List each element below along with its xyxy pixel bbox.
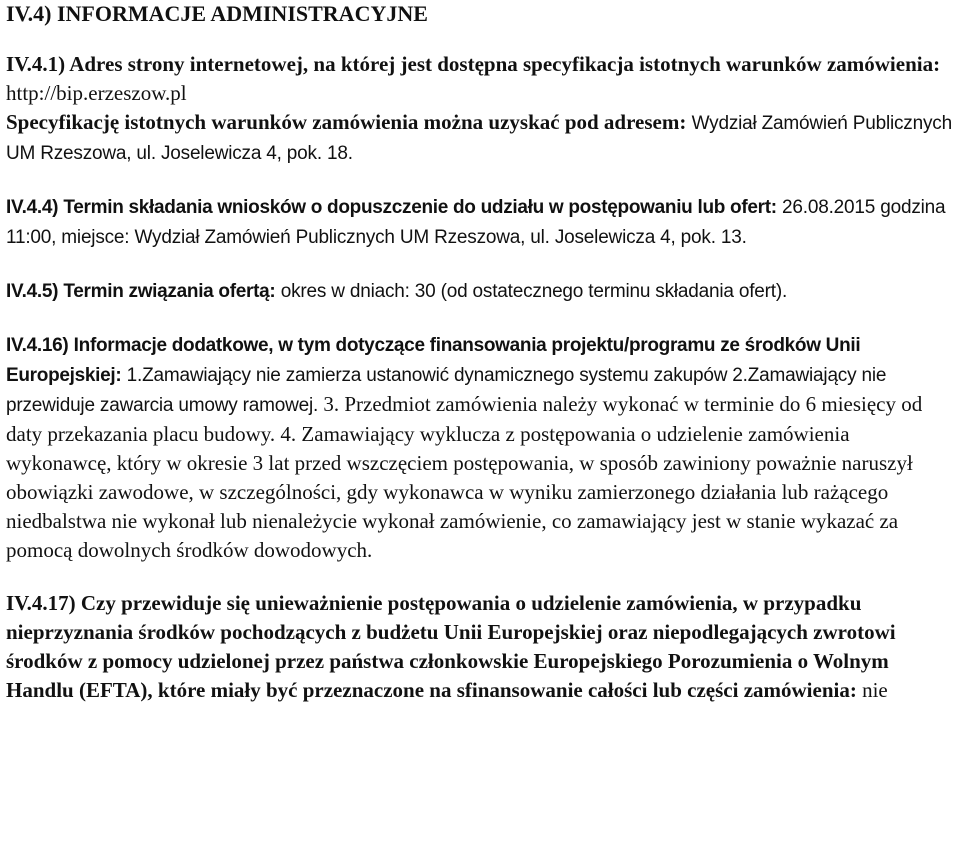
block-iv-4-16-title: Informacje dodatkowe, w tym dotyczące finansowania projektu/programu ze środków Unii Europejskiej: xyxy=(6,335,861,386)
spec-address-label: Specyfikację istotnych warunków zamówienia można uzyskać pod adresem: xyxy=(6,110,687,134)
binding-period: okres w dniach: 30 (od ostatecznego terminu składania ofert). xyxy=(280,281,788,302)
block-iv-4-5-number: IV.4.5) xyxy=(6,281,59,302)
block-iv-4-17 xyxy=(6,589,956,705)
block-iv-4-4-number: IV.4.4) xyxy=(6,197,59,218)
cancellation-answer: nie xyxy=(862,678,888,702)
block-iv-4-4 xyxy=(6,192,956,252)
spec-url: http://bip.erzeszow.pl xyxy=(6,81,187,105)
block-iv-4-4-title: Termin składania wniosków o dopuszczenie do udziału w postępowaniu lub ofert: xyxy=(63,197,777,218)
spec-address: Wydział Zamówień Publicznych UM Rzeszowa, ul. Joselewicza 4, pok. 18. xyxy=(6,113,952,164)
block-iv-4-5-title: Termin związania ofertą: xyxy=(63,281,276,302)
additional-info-part2: 3. Przedmiot zamówienia należy wykonać w terminie do 6 miesięcy od daty przekazania placu budowy. 4. Zamawiający wyklucza z postępowania o udzielenie zamówienia wykonawcę, który w okresie 3 lat przed wszczęciem postępowania, w sposób zawiniony poważnie naruszył obowiązki zawodowe, w szczególności, gdy wykonawca w wyniku zamierzonego działania lub rażącego niedbalstwa nie wykonał lub nienależycie wykonał zamówienie, co zamawiający jest w stanie wykazać za pomocą dowolnych środków dowodowych. xyxy=(6,392,923,562)
block-iv-4-5 xyxy=(6,276,956,306)
submission-deadline: 26.08.2015 godzina 11:00, miejsce: Wydział Zamówień Publicznych UM Rzeszowa, ul. Joselewicza 4, pok. 13. xyxy=(6,197,946,248)
block-iv-4-1-title: IV.4.1) Adres strony internetowej, na której jest dostępna specyfikacja istotnych warunków zamówienia: xyxy=(6,52,941,76)
block-iv-4-1 xyxy=(6,50,956,168)
block-iv-4-16 xyxy=(6,330,956,565)
additional-info-part1: 1.Zamawiający nie zamierza ustanowić dynamicznego systemu zakupów 2.Zamawiający nie przewiduje zawarcia umowy ramowej. xyxy=(6,365,887,416)
block-iv-4-16-number: IV.4.16) xyxy=(6,335,69,356)
block-iv-4-17-title: IV.4.17) Czy przewiduje się unieważnienie postępowania o udzielenie zamówienia, w przypadku nieprzyznania środków pochodzących z budżetu Unii Europejskiej oraz niepodlegających zwrotowi środków z pomocy udzielonej przez państwa członkowskie Europejskiego Porozumienia o Wolnym Handlu (EFTA), które miały być przeznaczone na sfinansowanie całości lub części zamówienia: xyxy=(6,591,896,702)
section-title: IV.4) INFORMACJE ADMINISTRACYJNE xyxy=(6,1,428,26)
